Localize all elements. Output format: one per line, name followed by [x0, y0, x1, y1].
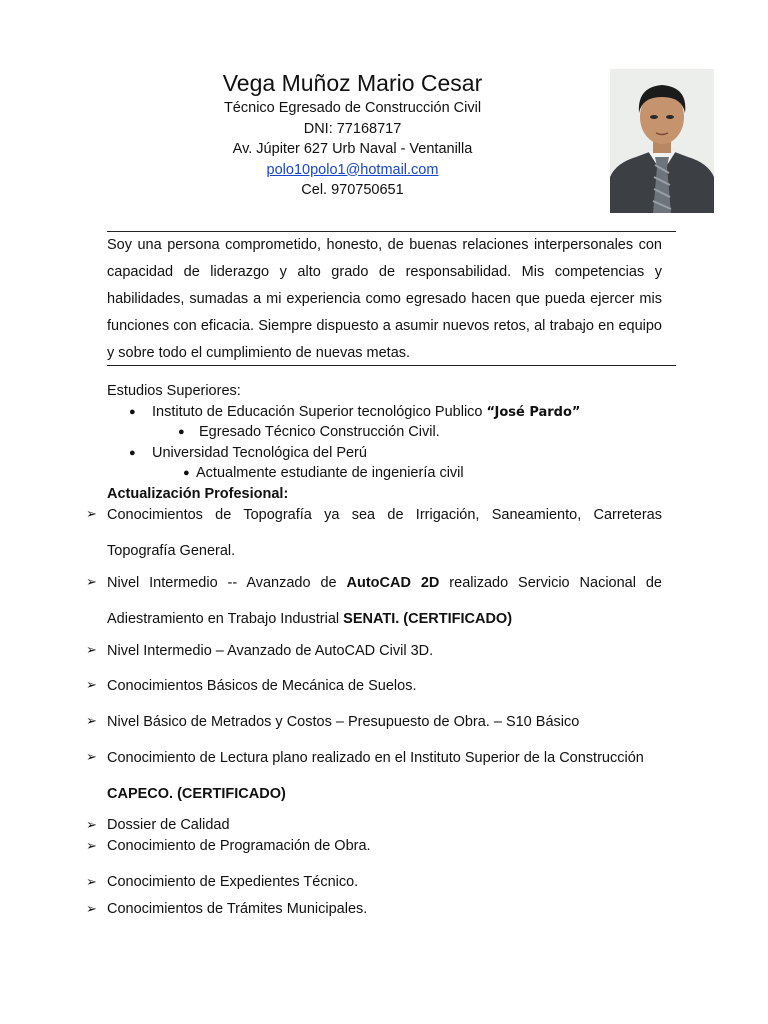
university-name: Universidad Tecnológica del Perú [152, 444, 367, 461]
university-detail: Actualmente estudiante de ingeniería civil [196, 465, 464, 481]
bullet-icon: ● [178, 426, 185, 438]
email-link[interactable]: polo10polo1@hotmail.com [266, 161, 439, 178]
arrow-bullet-icon: ➢ [86, 902, 97, 917]
capeco-line: CAPECO. (CERTIFICADO) [107, 786, 286, 802]
education-section [107, 381, 667, 504]
autocad-2d-highlight: AutoCAD 2D [346, 575, 440, 591]
divider-bottom [107, 365, 676, 366]
arrow-bullet-icon: ➢ [86, 643, 97, 658]
profile-summary: Soy una persona comprometido, honesto, de buenas relaciones interpersonales con capacidad de liderazgo y alto grado de responsabilidad. Mis competencias y habilidades, sumadas a mi experiencia como egresado hacen que pueda ejercer mis funciones con eficacia. Siempre dispuesto a asumir nuevos retos, al trabajo en equipo y sobre todo el cumplimiento de nuevas metas. [107, 237, 662, 361]
bullet-icon: ● [129, 446, 136, 459]
professional-heading: Actualización Profesional: [107, 485, 289, 502]
phone: Cel. 970750651 [301, 182, 404, 198]
education-item-university [107, 443, 667, 464]
full-name: Vega Muñoz Mario Cesar [222, 70, 483, 96]
list-item-tramites: ➢ Conocimientos de Trámites Municipales. [86, 899, 662, 920]
autocad-text-c: realizado Servicio Nacional de [439, 575, 662, 591]
autocad-line-2: Adiestramiento en Trabajo Industrial [107, 611, 344, 627]
portrait-image [610, 69, 714, 213]
arrow-bullet-icon: ➢ [86, 575, 97, 590]
address: Av. Júpiter 627 Urb Naval - Ventanilla [232, 141, 473, 157]
topografia-line-1: Conocimientos de Topografía ya sea de Irrigación, Saneamiento, Carreteras [107, 507, 662, 523]
list-item-expedientes: ➢ Conocimiento de Expedientes Técnico. [86, 872, 662, 893]
arrow-bullet-icon: ➢ [86, 839, 97, 854]
list-item-metrados: ➢ Nivel Básico de Metrados y Costos – Presupuesto de Obra. – S10 Básico [86, 711, 662, 733]
senati-highlight: SENATI. (CERTIFICADO) [343, 611, 513, 627]
education-subitem-current [107, 463, 667, 484]
education-subitem-graduate [107, 422, 667, 443]
arrow-bullet-icon: ➢ [86, 875, 97, 890]
list-item-programacion: ➢ Conocimiento de Programación de Obra. [86, 836, 662, 857]
arrow-bullet-icon: ➢ [86, 678, 97, 693]
arrow-bullet-icon: ➢ [86, 507, 97, 522]
autocad-text-a: Nivel Intermedio -- Avanzado de [107, 575, 347, 591]
list-item-autocad [86, 572, 662, 630]
arrow-bullet-icon: ➢ [86, 818, 97, 833]
arrow-bullet-icon: ➢ [86, 714, 97, 729]
profile-photo [610, 69, 714, 213]
education-item-institute [107, 402, 667, 423]
list-item-suelos: ➢ Conocimientos Básicos de Mecánica de Suelos. [86, 675, 662, 697]
institute-highlight: “José Pardo” [486, 404, 581, 420]
list-item-dossier: ➢ Dossier de Calidad [86, 815, 662, 836]
list-item-topografia [86, 504, 662, 562]
institute-detail: Egresado Técnico Construcción Civil. [199, 424, 440, 440]
education-heading: Estudios Superiores: [107, 383, 241, 399]
contact-header [170, 68, 535, 201]
bullet-icon: ● [129, 405, 136, 418]
lectura-line-1: Conocimiento de Lectura plano realizado en el Instituto Superior de la Construcción [107, 750, 644, 766]
dni: DNI: 77168717 [303, 120, 402, 137]
arrow-bullet-icon: ➢ [86, 750, 97, 765]
bullet-icon: ● [183, 467, 190, 479]
institute-name: Instituto de Educación Superior tecnológico Publico [152, 403, 487, 420]
professional-list [86, 504, 662, 920]
job-title: Técnico Egresado de Construcción Civil [223, 100, 482, 116]
list-item-lectura [86, 747, 662, 805]
topografia-line-2: Topografía General. [107, 543, 236, 559]
list-item-civil3d: ➢ Nivel Intermedio – Avanzado de AutoCAD Civil 3D. [86, 640, 662, 662]
